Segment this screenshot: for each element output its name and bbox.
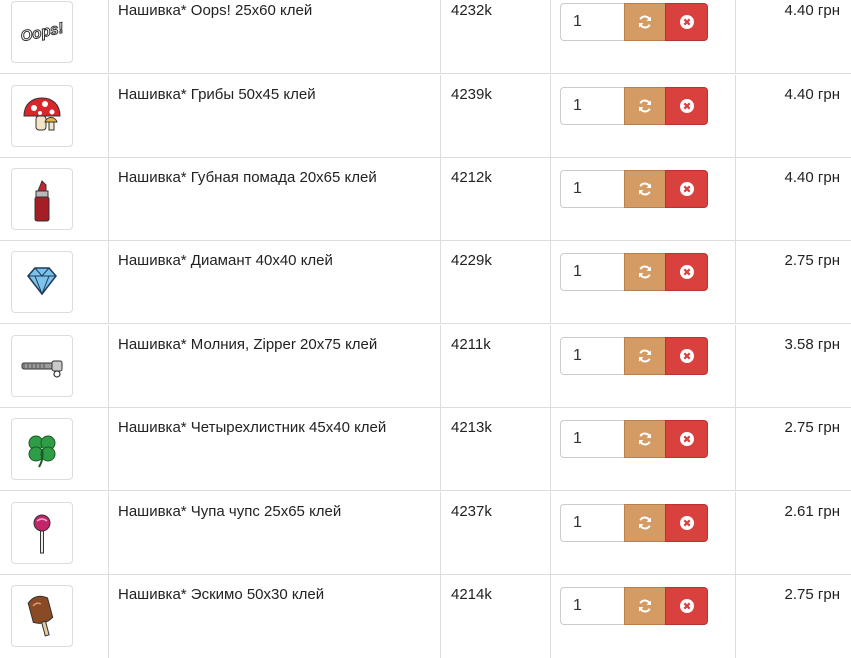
refresh-icon bbox=[637, 181, 653, 197]
table-row bbox=[0, 241, 851, 324]
product-price: 4.40 грн bbox=[784, 169, 840, 186]
remove-button[interactable] bbox=[665, 3, 708, 41]
refresh-icon bbox=[637, 431, 653, 447]
quantity-input[interactable] bbox=[560, 253, 624, 291]
remove-button[interactable] bbox=[665, 504, 708, 542]
remove-icon bbox=[679, 181, 695, 197]
remove-button[interactable] bbox=[665, 87, 708, 125]
zipper-patch-icon bbox=[12, 336, 72, 396]
update-button[interactable] bbox=[624, 253, 666, 291]
product-model: 4213k bbox=[451, 419, 492, 436]
product-thumbnail[interactable] bbox=[11, 502, 73, 564]
product-model: 4211k bbox=[451, 336, 491, 353]
table-row bbox=[0, 0, 851, 74]
refresh-icon bbox=[637, 14, 653, 30]
quantity-input[interactable] bbox=[560, 87, 624, 125]
remove-icon bbox=[679, 14, 695, 30]
product-name-link[interactable]: Нашивка* Четырехлистник 45x40 клей bbox=[118, 419, 387, 436]
update-button[interactable] bbox=[624, 420, 666, 458]
quantity-input[interactable] bbox=[560, 170, 624, 208]
remove-icon bbox=[679, 515, 695, 531]
table-row bbox=[0, 492, 851, 575]
oops-patch-text: Oops! bbox=[19, 19, 66, 46]
product-price: 3.58 грн bbox=[784, 336, 840, 353]
remove-icon bbox=[679, 264, 695, 280]
quantity-input[interactable] bbox=[560, 337, 624, 375]
product-model: 4229k bbox=[451, 252, 492, 269]
quantity-input[interactable] bbox=[560, 587, 624, 625]
product-model: 4232k bbox=[451, 2, 492, 19]
remove-icon bbox=[679, 598, 695, 614]
product-thumbnail[interactable] bbox=[11, 585, 73, 647]
update-button[interactable] bbox=[624, 504, 666, 542]
table-row bbox=[0, 158, 851, 241]
oops-patch-icon bbox=[12, 2, 72, 62]
table-row bbox=[0, 575, 851, 658]
remove-button[interactable] bbox=[665, 170, 708, 208]
update-button[interactable] bbox=[624, 587, 666, 625]
mushroom-patch-icon bbox=[12, 86, 72, 146]
product-name-link[interactable]: Нашивка* Диамант 40x40 клей bbox=[118, 252, 333, 269]
product-price: 2.61 грн bbox=[784, 503, 840, 520]
quantity-input[interactable] bbox=[560, 3, 624, 41]
refresh-icon bbox=[637, 515, 653, 531]
product-model: 4237k bbox=[451, 503, 492, 520]
remove-icon bbox=[679, 431, 695, 447]
diamond-patch-icon bbox=[12, 252, 72, 312]
table-row bbox=[0, 75, 851, 158]
product-name-link[interactable]: Нашивка* Oops! 25x60 клей bbox=[118, 2, 313, 19]
refresh-icon bbox=[637, 598, 653, 614]
table-row bbox=[0, 325, 851, 408]
update-button[interactable] bbox=[624, 3, 666, 41]
product-price: 4.40 грн bbox=[784, 2, 840, 19]
product-thumbnail[interactable] bbox=[11, 251, 73, 313]
product-price: 4.40 грн bbox=[784, 86, 840, 103]
quantity-input[interactable] bbox=[560, 420, 624, 458]
remove-button[interactable] bbox=[665, 253, 708, 291]
product-price: 2.75 грн bbox=[784, 586, 840, 603]
refresh-icon bbox=[637, 98, 653, 114]
product-price: 2.75 грн bbox=[784, 419, 840, 436]
eskimo-patch-icon bbox=[12, 586, 72, 646]
product-name-link[interactable]: Нашивка* Губная помада 20x65 клей bbox=[118, 169, 377, 186]
product-thumbnail[interactable] bbox=[11, 335, 73, 397]
product-name-link[interactable]: Нашивка* Эскимо 50x30 клей bbox=[118, 586, 325, 603]
product-thumbnail[interactable] bbox=[11, 85, 73, 147]
product-name-link[interactable]: Нашивка* Грибы 50x45 клей bbox=[118, 86, 316, 103]
product-price: 2.75 грн bbox=[784, 252, 840, 269]
table-row bbox=[0, 408, 851, 491]
remove-icon bbox=[679, 98, 695, 114]
remove-icon bbox=[679, 348, 695, 364]
lollipop-patch-icon bbox=[12, 503, 72, 563]
remove-button[interactable] bbox=[665, 587, 708, 625]
remove-button[interactable] bbox=[665, 337, 708, 375]
product-name-link[interactable]: Нашивка* Молния, Zipper 20x75 клей bbox=[118, 336, 378, 353]
product-name-link[interactable]: Нашивка* Чупа чупс 25x65 клей bbox=[118, 503, 342, 520]
update-button[interactable] bbox=[624, 87, 666, 125]
clover-patch-icon bbox=[12, 419, 72, 479]
update-button[interactable] bbox=[624, 337, 666, 375]
refresh-icon bbox=[637, 348, 653, 364]
quantity-input[interactable] bbox=[560, 504, 624, 542]
product-thumbnail[interactable] bbox=[11, 168, 73, 230]
product-model: 4239k bbox=[451, 86, 492, 103]
lipstick-patch-icon bbox=[12, 169, 72, 229]
product-thumbnail[interactable] bbox=[11, 1, 73, 63]
refresh-icon bbox=[637, 264, 653, 280]
product-thumbnail[interactable] bbox=[11, 418, 73, 480]
update-button[interactable] bbox=[624, 170, 666, 208]
product-model: 4214k bbox=[451, 586, 492, 603]
product-model: 4212k bbox=[451, 169, 492, 186]
remove-button[interactable] bbox=[665, 420, 708, 458]
